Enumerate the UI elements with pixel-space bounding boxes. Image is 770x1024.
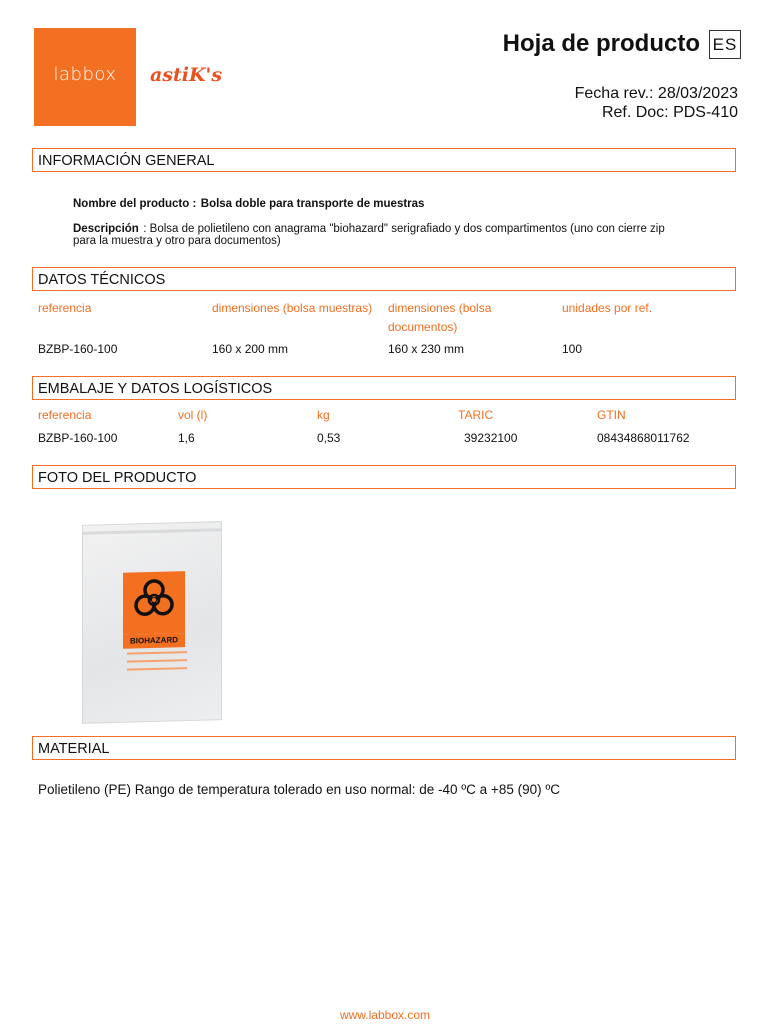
section-heading: EMBALAJE Y DATOS LOGÍSTICOS — [38, 381, 273, 397]
zip-closure — [83, 528, 221, 535]
log-header-reference: referencia — [38, 408, 92, 422]
section-product-photo — [32, 465, 736, 489]
logo-text: labbox — [53, 64, 117, 85]
tech-cell-units: 100 — [562, 342, 583, 356]
footer-link[interactable]: www.labbox.com — [339, 1008, 431, 1022]
log-cell-volume: 1,6 — [178, 431, 195, 445]
biohazard-symbol-icon — [123, 571, 185, 635]
bag-print-lines — [127, 651, 187, 677]
tech-cell-dim-docs: 160 x 230 mm — [388, 342, 465, 356]
astiks-logo: astiK's — [150, 64, 223, 86]
product-name-value: Bolsa doble para transporte de muestras — [200, 198, 425, 210]
section-general-info — [32, 148, 736, 172]
log-cell-reference: BZBP-160-100 — [38, 431, 118, 445]
log-header-gtin: GTIN — [597, 408, 626, 422]
tech-header-reference: referencia — [38, 301, 92, 315]
revision-date: Fecha rev.: 28/03/2023 — [574, 85, 738, 102]
section-heading: MATERIAL — [38, 741, 110, 757]
product-name — [73, 194, 424, 212]
product-photo — [82, 521, 222, 724]
page-title: Hoja de producto — [502, 30, 700, 57]
section-heading: DATOS TÉCNICOS — [38, 272, 166, 288]
tech-header-units: unidades por ref. — [562, 301, 653, 315]
description-label: Descripción — [73, 223, 139, 235]
log-cell-taric: 39232100 — [464, 431, 518, 445]
section-technical-data — [32, 267, 736, 291]
section-heading: FOTO DEL PRODUCTO — [38, 470, 197, 486]
log-cell-gtin: 08434868011762 — [597, 431, 690, 445]
labbox-logo — [34, 28, 136, 126]
tech-cell-reference: BZBP-160-100 — [38, 342, 118, 356]
tech-header-dim-docs: dimensiones (bolsa — [388, 301, 492, 315]
biohazard-label: BIOHAZARD — [123, 633, 185, 649]
section-logistics — [32, 376, 736, 400]
section-heading: INFORMACIÓN GENERAL — [38, 153, 215, 169]
log-header-taric: TARIC — [458, 408, 494, 422]
language-badge: ES — [709, 30, 741, 59]
log-cell-weight: 0,53 — [317, 431, 341, 445]
tech-header-dim-docs-cont: documentos) — [388, 320, 458, 334]
product-name-label: Nombre del producto : — [73, 198, 197, 210]
section-material — [32, 736, 736, 760]
tech-cell-dim-sample: 160 x 200 mm — [212, 342, 289, 356]
description-text-line2: para la muestra y otro para documentos) — [73, 235, 281, 247]
document-reference: Ref. Doc: PDS-410 — [601, 104, 738, 121]
log-header-volume: vol (l) — [178, 408, 208, 422]
log-header-weight: kg — [317, 408, 330, 422]
tech-header-dim-sample: dimensiones (bolsa muestras) — [212, 301, 373, 315]
material-description: Polietileno (PE) Rango de temperatura tolerado en uso normal: de -40 ºC a +85 (90) ºC — [38, 782, 561, 797]
description-text-line1: : Bolsa de polietileno con anagrama "biohazard" serigrafiado y dos compartimentos (uno con cierre zip — [143, 223, 665, 235]
